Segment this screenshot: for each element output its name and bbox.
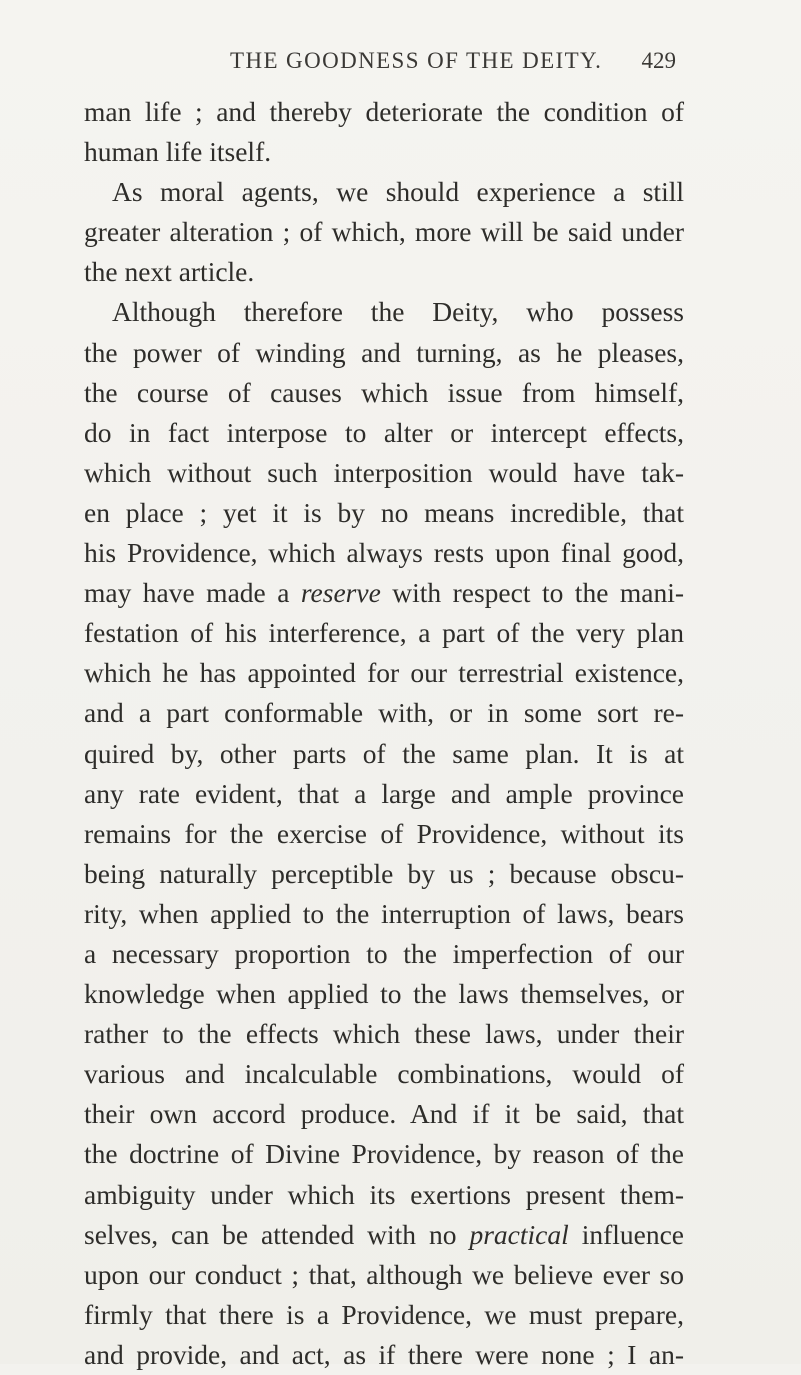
page-number: 429 — [641, 48, 676, 73]
text-line: festation of his interference, a part of the very plan — [84, 617, 684, 649]
text-line: ambiguity under which its exertions present them- — [84, 1178, 684, 1210]
text-line: any rate evident, that a large and ample province — [84, 777, 684, 809]
text-line: en place ; yet it is by no means incredible, that — [84, 496, 684, 528]
text-line: rity, when applied to the interruption of laws, bears — [84, 897, 684, 929]
text-line: the course of causes which issue from himself, — [84, 376, 684, 408]
text-line — [84, 1215, 684, 1255]
text-line: his Providence, which always rests upon final good, — [84, 537, 684, 569]
text-segment: selves, can be attended with no — [84, 1218, 457, 1250]
running-title: THE GOODNESS OF THE DEITY. — [230, 48, 603, 73]
body-text — [84, 92, 684, 1375]
text-line: As moral agents, we should experience a still — [112, 176, 684, 208]
text-line: remains for the exercise of Providence, without its — [84, 817, 684, 849]
text-line: upon our conduct ; that, although we believe ever so — [84, 1258, 684, 1290]
running-head — [84, 48, 676, 78]
text-line: being naturally perceptible by us ; because obscu- — [84, 857, 684, 889]
text-segment: with respect to the mani- — [392, 577, 685, 609]
text-segment: may have made a — [84, 577, 290, 609]
text-line: which he has appointed for our terrestrial existence, — [84, 657, 684, 689]
text-line: human life itself. — [84, 136, 272, 168]
text-line: the next article. — [84, 256, 255, 288]
text-line: Although therefore the Deity, who possess — [112, 296, 684, 328]
text-line — [84, 573, 684, 613]
text-line: their own accord produce. And if it be said, that — [84, 1098, 684, 1130]
text-line: knowledge when applied to the laws themselves, or — [84, 978, 684, 1010]
text-line: quired by, other parts of the same plan. It is at — [84, 737, 684, 769]
text-line: and provide, and act, as if there were none ; I an- — [84, 1338, 684, 1370]
text-line: the doctrine of Divine Providence, by reason of the — [84, 1138, 684, 1170]
text-line: greater alteration ; of which, more will be said under — [84, 216, 684, 248]
text-line: the power of winding and turning, as he pleases, — [84, 336, 684, 368]
text-line: and a part conformable with, or in some sort re- — [84, 697, 684, 729]
text-line: a necessary proportion to the imperfection of our — [84, 937, 684, 969]
text-line: firmly that there is a Providence, we must prepare, — [84, 1298, 684, 1330]
italic-emphasis: practical — [469, 1218, 569, 1250]
text-line: man life ; and thereby deteriorate the condition of — [84, 96, 684, 127]
text-line: various and incalculable combinations, would of — [84, 1058, 684, 1090]
italic-emphasis: reserve — [300, 577, 381, 609]
text-line: which without such interposition would have tak- — [84, 456, 684, 488]
text-line: do in fact interpose to alter or intercept effects, — [84, 416, 684, 448]
text-segment: influence — [581, 1218, 684, 1250]
text-line: rather to the effects which these laws, under their — [84, 1018, 684, 1050]
